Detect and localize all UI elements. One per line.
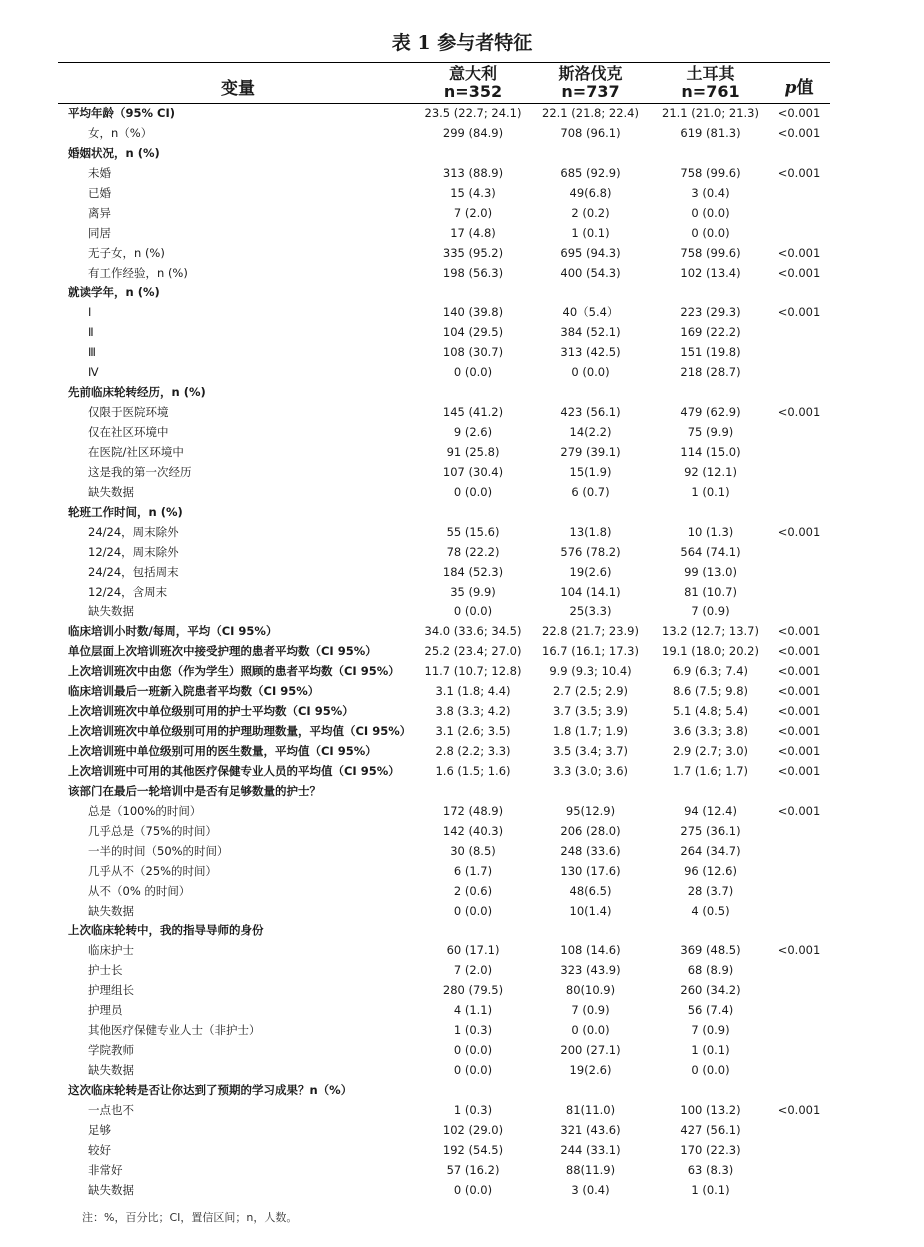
cell-italy: 107 (30.4) — [442, 464, 504, 479]
row-label: 一点也不 — [88, 1102, 134, 1117]
row-label: 同居 — [88, 225, 111, 240]
cell-italy: 11.7 (10.7; 12.8) — [424, 664, 522, 679]
row-label: Ⅱ — [88, 325, 94, 340]
table-row — [58, 822, 830, 842]
cell-slovakia: 200 (27.1) — [560, 1043, 621, 1058]
cell-p-value: <0.001 — [777, 644, 821, 659]
cell-slovakia: 206 (28.0) — [560, 823, 621, 838]
cell-turkey: 275 (36.1) — [680, 823, 741, 838]
row-label: 24/24，包括周末 — [88, 564, 179, 579]
row-label: 24/24，周末除外 — [88, 524, 179, 539]
cell-slovakia: 7 (0.9) — [571, 1003, 610, 1018]
table-row — [58, 463, 830, 483]
cell-turkey: 1.7 (1.6; 1.7) — [672, 763, 749, 778]
row-label: 上次培训班中可用的其他医疗保健专业人员的平均值（CI 95%） — [68, 763, 400, 778]
table-row — [58, 902, 830, 922]
row-label: 缺失数据 — [88, 484, 134, 499]
table-row — [58, 961, 830, 981]
cell-turkey: 218 (28.7) — [680, 365, 741, 380]
cell-p-value: <0.001 — [777, 684, 821, 699]
cell-turkey: 56 (7.4) — [687, 1003, 734, 1018]
table-row — [58, 403, 830, 423]
table-row — [58, 423, 830, 443]
cell-turkey: 1 (0.1) — [691, 1043, 730, 1058]
cell-turkey: 75 (9.9) — [687, 425, 734, 439]
row-label: 婚姻状况，n (%) — [68, 145, 160, 160]
cell-slovakia: 244 (33.1) — [560, 1142, 621, 1157]
row-label: 已婚 — [88, 185, 111, 200]
cell-turkey: 28 (3.7) — [687, 883, 734, 898]
section-row — [58, 782, 830, 802]
section-row — [58, 921, 830, 941]
row-label: 几乎总是（75%的时间） — [88, 823, 218, 838]
row-label: 有工作经验，n (%) — [88, 265, 188, 280]
table-row — [58, 1001, 830, 1021]
cell-italy: 15 (4.3) — [450, 185, 496, 200]
cell-slovakia: 16.7 (16.1; 17.3) — [542, 644, 639, 659]
cell-turkey: 0 (0.0) — [691, 205, 730, 220]
table-row — [58, 224, 830, 244]
cell-turkey: 260 (34.2) — [680, 983, 741, 998]
cell-slovakia: 15(1.9) — [569, 464, 612, 479]
row-label: 临床护士 — [88, 943, 134, 958]
cell-slovakia: 0 (0.0) — [571, 1023, 610, 1038]
table-row — [58, 602, 830, 622]
cell-p-value: <0.001 — [777, 744, 821, 758]
cell-italy: 78 (22.2) — [446, 544, 500, 559]
cell-slovakia: 10(1.4) — [569, 903, 612, 918]
row-label: 总是（100%的时间） — [88, 803, 202, 818]
table-row — [58, 1181, 830, 1201]
row-label: 就读学年，n (%) — [68, 285, 160, 300]
table-row — [58, 583, 830, 603]
cell-turkey: 8.6 (7.5; 9.8) — [672, 684, 749, 699]
cell-turkey: 19.1 (18.0; 20.2) — [662, 644, 759, 659]
row-label: 护士长 — [88, 963, 123, 978]
table-row — [58, 343, 830, 363]
cell-italy: 6 (1.7) — [453, 863, 493, 878]
row-label: 上次培训班次中单位级别可用的护士平均数（CI 95%） — [68, 704, 354, 719]
table-body — [58, 104, 830, 1201]
row-label: 其他医疗保健专业人士（非护士） — [88, 1023, 261, 1038]
table-header — [58, 64, 830, 102]
cell-turkey: 169 (22.2) — [680, 325, 741, 340]
table-row — [58, 981, 830, 1001]
cell-slovakia: 695 (94.3) — [560, 245, 621, 260]
section-row — [58, 662, 830, 682]
header-slovakia — [533, 65, 648, 101]
header-slovakia-name: 斯洛伐克 — [558, 64, 623, 83]
row-label: 平均年龄（95% CI) — [68, 106, 176, 120]
cell-italy: 3.1 (2.6; 3.5) — [435, 724, 511, 739]
cell-turkey: 1 (0.1) — [691, 484, 730, 499]
cell-italy: 280 (79.5) — [442, 983, 504, 998]
row-label: 上次培训班中单位级别可用的医生数量，平均值（CI 95%） — [68, 744, 377, 758]
cell-turkey: 96 (12.6) — [684, 863, 737, 878]
table-row — [58, 563, 830, 583]
cell-turkey: 223 (29.3) — [680, 305, 741, 320]
section-row — [58, 642, 830, 662]
row-label: 学院教师 — [88, 1043, 134, 1058]
header-turkey-name: 土耳其 — [686, 64, 735, 83]
row-label: 护理组长 — [88, 983, 134, 998]
cell-italy: 25.2 (23.4; 27.0) — [424, 644, 522, 659]
cell-slovakia: 3.5 (3.4; 3.7) — [552, 744, 629, 758]
cell-italy: 23.5 (22.7; 24.1) — [424, 106, 522, 120]
table-row — [58, 862, 830, 882]
cell-p-value: <0.001 — [777, 724, 821, 739]
cell-italy: 102 (29.0) — [442, 1122, 504, 1137]
row-label: 足够 — [88, 1122, 111, 1137]
cell-italy: 145 (41.2) — [442, 405, 504, 420]
cell-turkey: 758 (99.6) — [680, 245, 741, 260]
cell-slovakia: 14(2.2) — [569, 425, 612, 439]
table-row — [58, 523, 830, 543]
cell-turkey: 0 (0.0) — [691, 1063, 730, 1077]
table-row — [58, 842, 830, 862]
row-label: Ⅰ — [88, 305, 92, 320]
cell-slovakia: 3 (0.4) — [571, 1182, 610, 1197]
section-row — [58, 682, 830, 702]
section-row — [58, 722, 830, 742]
row-label: 较好 — [88, 1142, 111, 1157]
section-row — [58, 1081, 830, 1101]
cell-turkey: 114 (15.0) — [680, 444, 741, 459]
cell-slovakia: 708 (96.1) — [560, 125, 621, 140]
cell-slovakia: 3.7 (3.5; 3.9) — [552, 704, 629, 719]
cell-italy: 2.8 (2.2; 3.3) — [435, 744, 511, 758]
row-label: 缺失数据 — [88, 604, 134, 619]
table-row — [58, 941, 830, 961]
table-row — [58, 483, 830, 503]
table-row — [58, 363, 830, 383]
row-label: 上次临床轮转中，我的指导导师的身份 — [68, 923, 264, 938]
cell-slovakia: 576 (78.2) — [560, 544, 621, 559]
cell-slovakia: 49(6.8) — [569, 185, 612, 200]
cell-italy: 0 (0.0) — [453, 1182, 493, 1197]
cell-slovakia: 313 (42.5) — [560, 345, 621, 360]
section-row — [58, 503, 830, 523]
row-label: 几乎从不（25%的时间） — [88, 863, 218, 878]
cell-turkey: 564 (74.1) — [680, 544, 741, 559]
row-label: 离异 — [88, 205, 111, 220]
cell-turkey: 7 (0.9) — [691, 604, 730, 619]
row-label: 仅在社区环境中 — [88, 425, 169, 439]
row-label: 从不（0% 的时间） — [88, 883, 191, 898]
cell-italy: 34.0 (33.6; 34.5) — [424, 624, 522, 639]
cell-p-value: <0.001 — [777, 106, 821, 120]
cell-italy: 35 (9.9) — [450, 584, 496, 599]
table-row — [58, 882, 830, 902]
section-row — [58, 702, 830, 722]
section-row — [58, 742, 830, 762]
cell-p-value: <0.001 — [777, 125, 821, 140]
cell-italy: 184 (52.3) — [442, 564, 504, 579]
cell-slovakia: 9.9 (9.3; 10.4) — [549, 664, 632, 679]
cell-slovakia: 1 (0.1) — [571, 225, 610, 240]
table-row — [58, 244, 830, 264]
cell-italy: 55 (15.6) — [446, 524, 500, 539]
cell-slovakia: 48(6.5) — [569, 883, 612, 898]
cell-slovakia: 321 (43.6) — [560, 1122, 621, 1137]
row-label: 非常好 — [88, 1162, 123, 1177]
cell-turkey: 758 (99.6) — [680, 165, 741, 180]
header-turkey-n: n=761 — [681, 82, 740, 101]
section-row — [58, 762, 830, 782]
cell-turkey: 81 (10.7) — [684, 584, 737, 599]
header-italy — [418, 65, 528, 101]
cell-slovakia: 2.7 (2.5; 2.9) — [552, 684, 629, 699]
table-row — [58, 1041, 830, 1061]
header-p-suffix: 值 — [796, 78, 814, 98]
section-row — [58, 383, 830, 403]
cell-slovakia: 19(2.6) — [569, 564, 612, 579]
cell-italy: 198 (56.3) — [442, 265, 504, 280]
cell-italy: 7 (2.0) — [453, 963, 493, 978]
cell-p-value: <0.001 — [777, 1102, 821, 1117]
row-label: 缺失数据 — [88, 1182, 134, 1197]
row-label: 仅限于医院环境 — [88, 405, 169, 420]
cell-p-value: <0.001 — [777, 265, 821, 280]
cell-slovakia: 423 (56.1) — [560, 405, 621, 420]
row-label: 护理员 — [88, 1003, 123, 1018]
row-label: 上次培训班次中单位级别可用的护理助理数量，平均值（CI 95%） — [68, 724, 412, 739]
cell-turkey: 100 (13.2) — [680, 1102, 741, 1117]
table-title: 表 1 参与者特征 — [391, 32, 533, 54]
table-row — [58, 323, 830, 343]
cell-italy: 0 (0.0) — [453, 1043, 493, 1058]
cell-turkey: 68 (8.9) — [687, 963, 734, 978]
table-row — [58, 443, 830, 463]
cell-slovakia: 108 (14.6) — [560, 943, 621, 958]
cell-italy: 0 (0.0) — [453, 1063, 493, 1077]
table-note: 注：%，百分比；CI，置信区间；n，人数。 — [82, 1211, 298, 1224]
row-label: Ⅲ — [88, 345, 96, 360]
cell-turkey: 170 (22.3) — [680, 1142, 741, 1157]
row-label: 先前临床轮转经历，n (%) — [68, 385, 206, 400]
cell-italy: 17 (4.8) — [450, 225, 496, 240]
cell-italy: 108 (30.7) — [442, 345, 504, 360]
cell-italy: 192 (54.5) — [442, 1142, 504, 1157]
cell-p-value: <0.001 — [777, 664, 821, 679]
cell-p-value: <0.001 — [777, 405, 821, 420]
cell-turkey: 3.6 (3.3; 3.8) — [672, 724, 749, 739]
cell-italy: 0 (0.0) — [453, 903, 493, 918]
row-label: Ⅳ — [88, 365, 99, 380]
cell-turkey: 94 (12.4) — [684, 803, 737, 818]
cell-turkey: 264 (34.7) — [680, 843, 741, 858]
row-label: 缺失数据 — [88, 903, 134, 918]
cell-turkey: 21.1 (21.0; 21.3) — [662, 106, 759, 120]
header-turkey — [653, 65, 768, 101]
cell-slovakia: 22.8 (21.7; 23.9) — [542, 624, 639, 639]
cell-italy: 1.6 (1.5; 1.6) — [435, 763, 511, 778]
table-row — [58, 1061, 830, 1081]
cell-turkey: 2.9 (2.7; 3.0) — [672, 744, 749, 758]
cell-slovakia: 104 (14.1) — [560, 584, 621, 599]
cell-italy: 3.1 (1.8; 4.4) — [435, 684, 511, 699]
cell-italy: 91 (25.8) — [446, 444, 500, 459]
cell-turkey: 427 (56.1) — [680, 1122, 741, 1137]
cell-italy: 313 (88.9) — [442, 165, 504, 180]
cell-turkey: 99 (13.0) — [684, 564, 737, 579]
cell-turkey: 369 (48.5) — [680, 943, 741, 958]
cell-p-value: <0.001 — [777, 763, 821, 778]
cell-turkey: 63 (8.3) — [687, 1162, 734, 1177]
row-label: 上次培训班次中由您（作为学生）照顾的患者平均数（CI 95%） — [68, 664, 400, 679]
table-row — [58, 204, 830, 224]
row-label: 该部门在最后一轮培训中是否有足够数量的护士？ — [68, 783, 321, 798]
cell-slovakia: 95(12.9) — [565, 803, 616, 818]
cell-italy: 0 (0.0) — [453, 365, 493, 380]
row-label: 女，n（%） — [88, 125, 153, 140]
cell-italy: 104 (29.5) — [442, 325, 504, 340]
cell-slovakia: 685 (92.9) — [560, 165, 621, 180]
cell-p-value: <0.001 — [777, 943, 821, 958]
cell-slovakia: 384 (52.1) — [560, 325, 621, 340]
header-slovakia-n: n=737 — [561, 82, 620, 101]
row-label: 未婚 — [88, 165, 111, 180]
cell-slovakia: 22.1 (21.8; 22.4) — [542, 106, 639, 120]
cell-italy: 30 (8.5) — [450, 843, 496, 858]
row-label: 轮班工作时间，n (%) — [68, 504, 183, 519]
cell-slovakia: 13(1.8) — [569, 524, 612, 539]
table-row — [58, 124, 830, 144]
section-row — [58, 104, 830, 124]
cell-italy: 140 (39.8) — [442, 305, 504, 320]
cell-slovakia: 25(3.3) — [569, 604, 612, 619]
table-row — [58, 1021, 830, 1041]
cell-turkey: 479 (62.9) — [680, 405, 741, 420]
top-rule — [58, 62, 830, 63]
header-variable: 变量 — [221, 79, 255, 99]
cell-turkey: 4 (0.5) — [691, 903, 730, 918]
cell-italy: 1 (0.3) — [453, 1023, 493, 1038]
section-row — [58, 622, 830, 642]
cell-p-value: <0.001 — [777, 524, 821, 539]
row-label: 一半的时间（50%的时间） — [88, 843, 229, 858]
header-p-letter: p — [784, 78, 797, 98]
table-row — [58, 184, 830, 204]
cell-slovakia: 1.8 (1.7; 1.9) — [552, 724, 629, 739]
cell-p-value: <0.001 — [777, 803, 821, 818]
section-row — [58, 144, 830, 164]
row-label: 缺失数据 — [88, 1063, 134, 1077]
cell-slovakia: 248 (33.6) — [560, 843, 621, 858]
cell-italy: 3.8 (3.3; 4.2) — [435, 704, 511, 719]
cell-p-value: <0.001 — [777, 624, 821, 639]
cell-italy: 1 (0.3) — [453, 1102, 493, 1117]
header-italy-n: n=352 — [443, 82, 503, 101]
cell-turkey: 6.9 (6.3; 7.4) — [672, 664, 749, 679]
cell-italy: 57 (16.2) — [446, 1162, 500, 1177]
cell-italy: 172 (48.9) — [442, 803, 504, 818]
cell-slovakia: 0 (0.0) — [571, 365, 610, 380]
cell-italy: 0 (0.0) — [453, 484, 493, 499]
cell-turkey: 7 (0.9) — [691, 1023, 730, 1038]
table-row — [58, 164, 830, 184]
cell-p-value: <0.001 — [777, 305, 821, 320]
row-label: 12/24，含周末 — [88, 584, 168, 599]
cell-slovakia: 2 (0.2) — [571, 205, 610, 220]
cell-italy: 9 (2.6) — [453, 425, 493, 439]
cell-slovakia: 6 (0.7) — [571, 484, 610, 499]
table-row — [58, 303, 830, 323]
table-row — [58, 543, 830, 563]
table-row — [58, 1141, 830, 1161]
table-row — [58, 264, 830, 284]
cell-slovakia: 323 (43.9) — [560, 963, 621, 978]
row-label: 单位层面上次培训班次中接受护理的患者平均数（CI 95%） — [68, 644, 377, 659]
header-italy-name: 意大利 — [448, 64, 497, 83]
table-row — [58, 802, 830, 822]
cell-p-value: <0.001 — [777, 245, 821, 260]
cell-p-value: <0.001 — [777, 704, 821, 719]
cell-italy: 142 (40.3) — [442, 823, 504, 838]
table-row — [58, 1121, 830, 1141]
cell-turkey: 0 (0.0) — [691, 225, 730, 240]
row-label: 无子女，n (%) — [88, 245, 165, 260]
header-p-value — [768, 73, 830, 98]
cell-slovakia: 3.3 (3.0; 3.6) — [552, 763, 629, 778]
cell-slovakia: 81(11.0) — [565, 1102, 616, 1117]
cell-italy: 299 (84.9) — [442, 125, 504, 140]
cell-slovakia: 88(11.9) — [565, 1162, 616, 1177]
cell-turkey: 1 (0.1) — [691, 1182, 730, 1197]
cell-turkey: 3 (0.4) — [691, 185, 730, 200]
cell-turkey: 5.1 (4.8; 5.4) — [672, 704, 749, 719]
cell-italy: 335 (95.2) — [442, 245, 504, 260]
cell-slovakia: 40（5.4） — [562, 305, 619, 320]
cell-italy: 4 (1.1) — [453, 1003, 493, 1018]
section-row — [58, 283, 830, 303]
row-label: 12/24，周末除外 — [88, 544, 179, 559]
cell-turkey: 13.2 (12.7; 13.7) — [662, 624, 759, 639]
cell-turkey: 10 (1.3) — [687, 524, 734, 539]
row-label: 这次临床轮转是否让你达到了预期的学习成果？n（%） — [68, 1082, 353, 1097]
cell-turkey: 151 (19.8) — [680, 345, 741, 360]
cell-turkey: 619 (81.3) — [680, 125, 741, 140]
cell-turkey: 102 (13.4) — [680, 265, 741, 280]
row-label: 这是我的第一次经历 — [88, 464, 192, 479]
table-row — [58, 1161, 830, 1181]
cell-italy: 2 (0.6) — [453, 883, 493, 898]
cell-p-value: <0.001 — [777, 165, 821, 180]
cell-slovakia: 130 (17.6) — [560, 863, 621, 878]
table-row — [58, 1101, 830, 1121]
cell-slovakia: 19(2.6) — [569, 1063, 612, 1077]
row-label: 临床培训最后一班新入院患者平均数（CI 95%） — [68, 684, 320, 699]
cell-turkey: 92 (12.1) — [684, 464, 737, 479]
cell-slovakia: 80(10.9) — [565, 983, 616, 998]
cell-italy: 7 (2.0) — [453, 205, 493, 220]
cell-slovakia: 279 (39.1) — [560, 444, 621, 459]
row-label: 临床培训小时数/每周，平均（CI 95%） — [68, 624, 278, 639]
cell-italy: 0 (0.0) — [453, 604, 493, 619]
cell-slovakia: 400 (54.3) — [560, 265, 621, 280]
cell-italy: 60 (17.1) — [446, 943, 500, 958]
row-label: 在医院/社区环境中 — [88, 444, 184, 459]
